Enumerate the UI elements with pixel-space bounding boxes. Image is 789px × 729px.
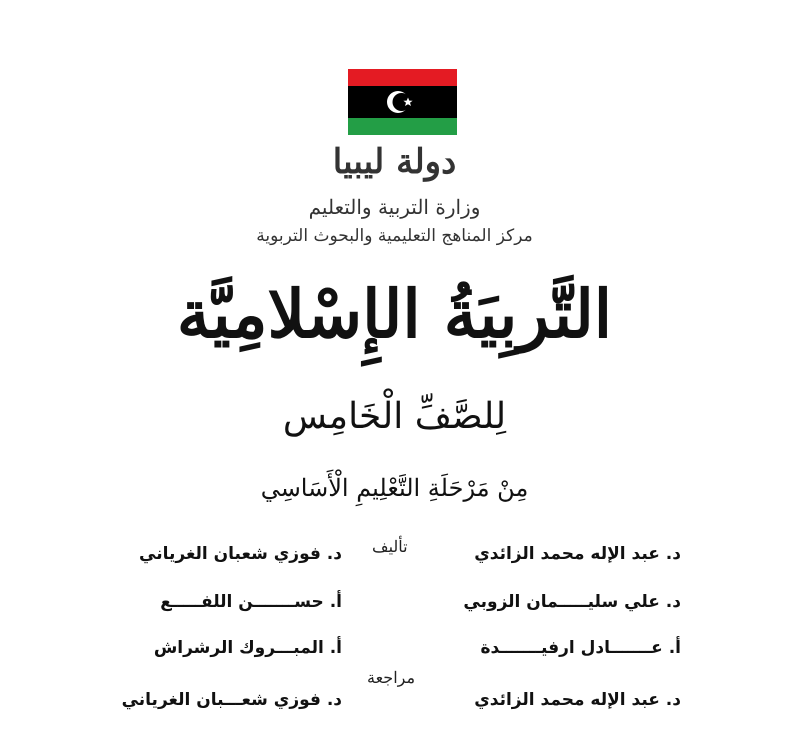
state-name: دولة ليبيا bbox=[332, 142, 457, 182]
libya-flag bbox=[348, 69, 457, 135]
author-name: د. علي سليـــــمان الزوبي bbox=[463, 592, 681, 612]
grade-label: لِلصَّفِّ الْخَامِس bbox=[282, 396, 507, 437]
author-name: أ. عـــــــادل ارفيـــــــدة bbox=[480, 638, 681, 658]
flag-green-stripe bbox=[348, 118, 457, 135]
author-name: أ. المبـــروك الرشراش bbox=[153, 638, 342, 658]
crescent-star-icon bbox=[348, 86, 457, 118]
author-name: د. فوزي شعبان الغرياني bbox=[139, 544, 342, 564]
flag-red-stripe bbox=[348, 69, 457, 86]
authoring-label: تأليف bbox=[372, 537, 408, 556]
book-title: التَّربِيَةُ الإِسْلامِيَّة bbox=[176, 275, 613, 353]
author-name: د. عبد الإله محمد الزائدي bbox=[474, 544, 681, 564]
reviewer-name: د. عبد الإله محمد الزائدي bbox=[474, 690, 681, 710]
curriculum-center-name: مركز المناهج التعليمية والبحوث التربوية bbox=[256, 226, 533, 246]
review-label: مراجعة bbox=[367, 668, 416, 687]
stage-label: مِنْ مَرْحَلَةِ التَّعْلِيمِ الْأَسَاسِي bbox=[260, 474, 529, 502]
author-name: أ. حســـــــن اللفـــــع bbox=[160, 592, 342, 612]
reviewer-name: د. فوزي شعـــبان الغرياني bbox=[121, 690, 342, 710]
ministry-name: وزارة التربية والتعليم bbox=[308, 195, 481, 219]
